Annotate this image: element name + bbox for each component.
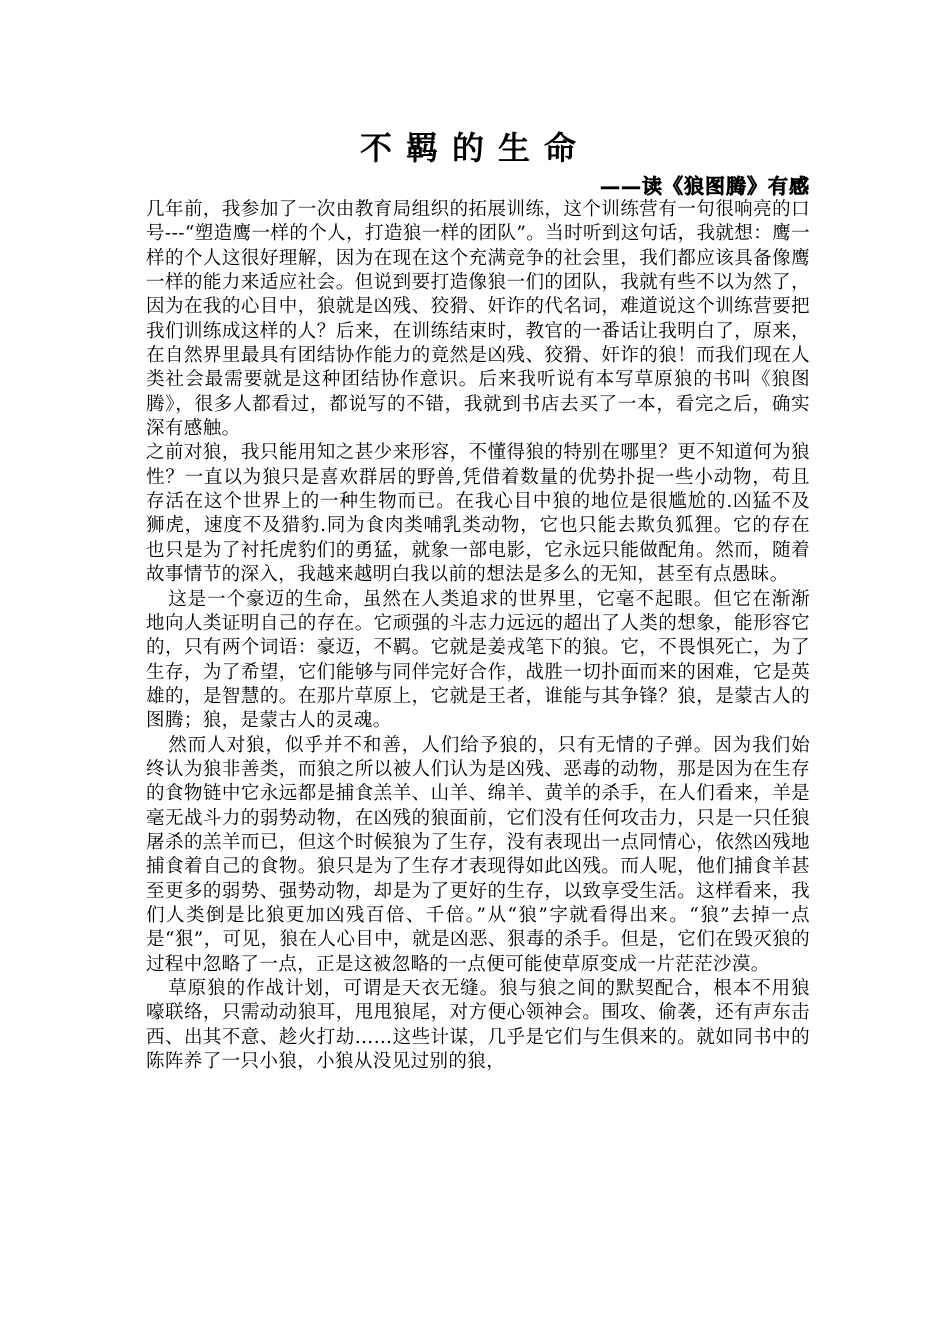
paragraph-3: 这是一个豪迈的生命，虽然在人类追求的世界里，它毫不起眼。但它在渐渐地向人类证明自己的存在。它顽强的斗志力远远的超出了人类的想象，能形容它的，只有两个词语：豪迈，不羁。它就是姜戎笔下的狼。它，不畏惧死亡，为了生存，为了希望，它们能够与同伴完好合作，战胜一切扑面而来的困难，它是英雄的，是智慧的。在那片草原上，它就是王者，谁能与其争锋？狼，是蒙古人的图腾；狼，是蒙古人的灵魂。 bbox=[146, 588, 810, 732]
document-body bbox=[146, 198, 810, 1074]
paragraph-4: 然而人对狼，似乎并不和善，人们给予狼的，只有无情的子弹。因为我们始终认为狼非善类，而狼之所以被人们认为是凶残、恶毒的动物，那是因为在生存的食物链中它永远都是捕食羔羊、山羊、绵羊、黄羊的杀手，在人们看来，羊是毫无战斗力的弱势动物，在凶残的狼面前，它们没有任何攻击力，只是一只任狼屠杀的羔羊而已，但这个时候狼为了生存，没有表现出一点同情心，依然凶残地捕食着自己的食物。狼只是为了生存才表现得如此凶残。而人呢，他们捕食羊甚至更多的弱势、强势动物，却是为了更好的生存，以致享受生活。这样看来，我们人类倒是比狼更加凶残百倍、千倍。”从“狼”字就看得出来。“狼”去掉一点是“狠”，可见，狼在人心目中，就是凶恶、狠毒的杀手。但是，它们在毁灭狼的过程中忽略了一点，正是这被忽略的一点便可能使草原变成一片茫茫沙漠。 bbox=[146, 734, 810, 975]
paragraph-2: 之前对狼，我只能用知之甚少来形容，不懂得狼的特别在哪里？更不知道何为狼性？一直以为狼只是喜欢群居的野兽,凭借着数量的优势扑捉一些小动物，苟且存活在这个世界上的一种生物而已。在我心目中狼的地位是很尴尬的.凶猛不及狮虎，速度不及猎豹.同为食肉类哺乳类动物，它也只能去欺负狐狸。它的存在也只是为了衬托虎豹们的勇猛，就象一部电影，它永远只能做配角。然而，随着故事情节的深入，我越来越明白我以前的想法是多么的无知，甚至有点愚昧。 bbox=[146, 442, 810, 586]
document-subtitle: ——读《狼图腾》有感 bbox=[600, 174, 810, 198]
paragraph-5: 草原狼的作战计划，可谓是天衣无缝。狼与狼之间的默契配合，根本不用狼嚎联络，只需动动狼耳，甩甩狼尾，对方便心领神会。围攻、偷袭，还有声东击西、出其不意、趁火打劫……这些计谋，几乎是它们与生俱来的。就如同书中的陈阵养了一只小狼，小狼从没见过别的狼， bbox=[146, 978, 810, 1073]
paragraph-1: 几年前，我参加了一次由教育局组织的拓展训练，这个训练营有一句很响亮的口号---“塑造鹰一样的个人，打造狼一样的团队”。当时听到这句话，我就想：鹰一样的个人这很好理解，因为在现在这个充满竞争的社会里，我们都应该具备像鹰一样的能力来适应社会。但说到要打造像狼一们的团队，我就有些不以为然了，因为在我的心目中，狼就是凶残、狡猾、奸诈的代名词，难道说这个训练营要把我们训练成这样的人？后来，在训练结束时，教官的一番话让我明白了，原来，在自然界里最具有团结协作能力的竟然是凶残、狡猾、奸诈的狼！而我们现在人类社会最需要就是这种团结协作意识。后来我听说有本写草原狼的书叫《狼图腾》，很多人都看过，都说写的不错，我就到书店去买了一本，看完之后，确实深有感触。 bbox=[146, 199, 810, 440]
document-title: 不羁的生命 bbox=[359, 129, 590, 167]
